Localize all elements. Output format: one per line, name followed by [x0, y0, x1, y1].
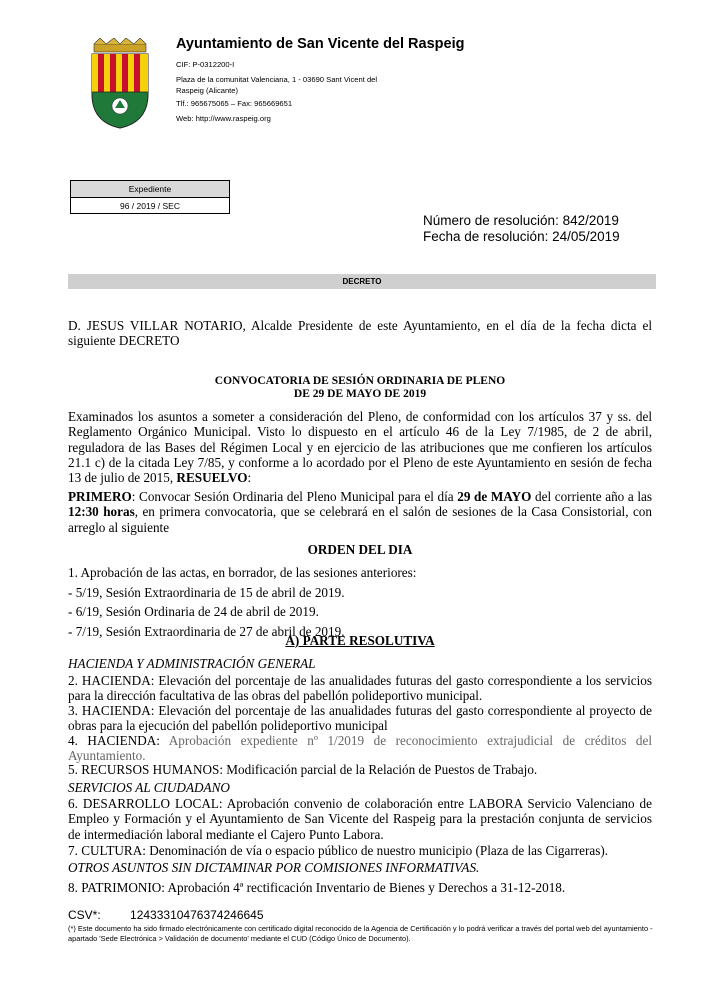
examinados-paragraph — [68, 409, 652, 485]
address-line-1: Plaza de la comunitat Valenciana, 1 - 03690 Sant Vicent del — [176, 75, 378, 84]
parte-resolutiva-title: A) PARTE RESOLUTIVA — [285, 633, 435, 648]
csv-value: 12433310476374246645 — [130, 908, 264, 922]
resuelvo-colon: : — [247, 470, 252, 486]
resolution-info — [423, 213, 620, 245]
csv-label: CSV*: — [68, 908, 101, 922]
convocatoria-title-line-2: DE 29 DE MAYO DE 2019 — [293, 388, 427, 400]
orden-item: - 7/19, Sesión Extraordinaria de 27 de abril de 2019. — [68, 623, 345, 639]
phone-fax: Tlf.: 965675065 – Fax: 965669651 — [176, 99, 293, 108]
expediente-value: 96 / 2019 / SEC — [119, 201, 180, 211]
agenda-item-4-label: 4. HACIENDA: — [68, 733, 160, 748]
convocatoria-title — [68, 375, 652, 401]
decreto-bar: DECRETO — [68, 274, 656, 289]
agenda-item-4 — [68, 733, 652, 764]
orden-item: - 5/19, Sesión Extraordinaria de 15 de abril de 2019. — [68, 584, 345, 600]
primero-day: 29 de MAYO — [457, 489, 532, 504]
primero-hour: 12:30 horas — [68, 504, 135, 520]
primero-text-1: : Convocar Sesión Ordinaria del Pleno Municipal para el día — [131, 489, 458, 504]
examinados-text: Examinados los asuntos a someter a consideración del Pleno, de conformidad con los artículos 37 y ss. del Reglamento Orgánico Municipal. Visto lo dispuesto en el artículo 46 de la Ley 7/1985, de 2 de abril, reguladora de las Bases del Régimen Local y en ejercicio de las atribuciones que me confieren los artículos 21.1 c) de la citada Ley 7/85, y conforme a lo acordado por el Pleno de este Ayuntamiento en sesión de fecha 13 de julio de 2015, — [68, 409, 652, 486]
agenda-item-2: 2. HACIENDA: Elevación del porcentaje de las anualidades futuras del gasto correspondiente a los servicios para la dirección facultativa de las obras del pabellón polideportivo municipal. — [68, 673, 652, 704]
resolution-date: Fecha de resolución: 24/05/2019 — [423, 229, 620, 244]
org-name: Ayuntamiento de San Vicente del Raspeig — [176, 36, 465, 52]
cif-text: CIF: P-0312200-I — [176, 60, 235, 69]
intro-paragraph: D. JESUS VILLAR NOTARIO, Alcalde Presidente de este Ayuntamiento, en el día de la fecha dicta el siguiente DECRETO — [68, 318, 652, 349]
primero-text-2: del corriente año a las — [531, 489, 652, 504]
primero-paragraph — [68, 489, 652, 535]
coat-of-arms-logo — [84, 38, 156, 130]
website: Web: http://www.raspeig.org — [176, 114, 271, 123]
orden-item: - 6/19, Sesión Ordinaria de 24 de abril de 2019. — [68, 604, 319, 619]
primero-text-3: , en primera convocatoria, que se celebrará en el salón de sesiones de la Casa Consistorial, con arreglo al siguiente — [68, 504, 652, 535]
convocatoria-title-line-1: CONVOCATORIA DE SESIÓN ORDINARIA DE PLENO — [214, 375, 506, 387]
orden-item: 1. Aprobación de las actas, en borrador, de las sesiones anteriores: — [68, 565, 417, 580]
csv-line — [68, 908, 264, 922]
resolution-number: Número de resolución: 842/2019 — [423, 213, 619, 228]
agenda-item-3: 3. HACIENDA: Elevación del porcentaje de las anualidades futuras del gasto correspondiente al proyecto de obras para la ejecución del pabellón polideportivo municipal — [68, 703, 652, 734]
section-hacienda: HACIENDA Y ADMINISTRACIÓN GENERAL — [68, 656, 316, 671]
agenda-item-8: 8. PATRIMONIO: Aprobación 4ª rectificación Inventario de Bienes y Derechos a 31-12-2018. — [68, 880, 566, 895]
primero-label: PRIMERO — [68, 489, 132, 504]
expediente-box — [70, 180, 230, 214]
expediente-label: Expediente — [71, 181, 229, 198]
footer-note: (*) Este documento ha sido firmado electrónicamente con certificado digital reconocido de la Agencia de Certificación y lo podrá verificar a través del portal web del ayuntamiento - apartado 'Sede Electrónica > Validación de documento' mediante el CUD (Código Único de Documento). — [68, 924, 653, 943]
orden-title: ORDEN DEL DIA — [307, 542, 413, 557]
agenda-item-7: 7. CULTURA: Denominación de vía o espacio público de nuestro municipio (Plaza de las Cigarreras). — [68, 843, 609, 858]
agenda-item-6: 6. DESARROLLO LOCAL: Aprobación convenio de colaboración entre LABORA Servicio Valenciano de Empleo y Formación y el Ayuntamiento de San Vicente del Raspeig para la prestación conjunta de servicios de intermediación laboral mediante el Cajero Punto Labora. — [68, 796, 652, 842]
agenda-item-4-text: Aprobación expediente nº 1/2019 de reconocimiento extrajudicial de créditos del Ayuntamiento. — [68, 733, 652, 764]
section-servicios: SERVICIOS AL CIUDADANO — [68, 780, 230, 795]
address-line-2: Raspeig (Alicante) — [176, 86, 239, 95]
orden-list — [68, 563, 652, 641]
section-otros: OTROS ASUNTOS SIN DICTAMINAR POR COMISIONES INFORMATIVAS. — [68, 860, 480, 875]
resuelvo-text: RESUELVO — [176, 470, 248, 486]
agenda-item-5: 5. RECURSOS HUMANOS: Modificación parcial de la Relación de Puestos de Trabajo. — [68, 762, 538, 777]
